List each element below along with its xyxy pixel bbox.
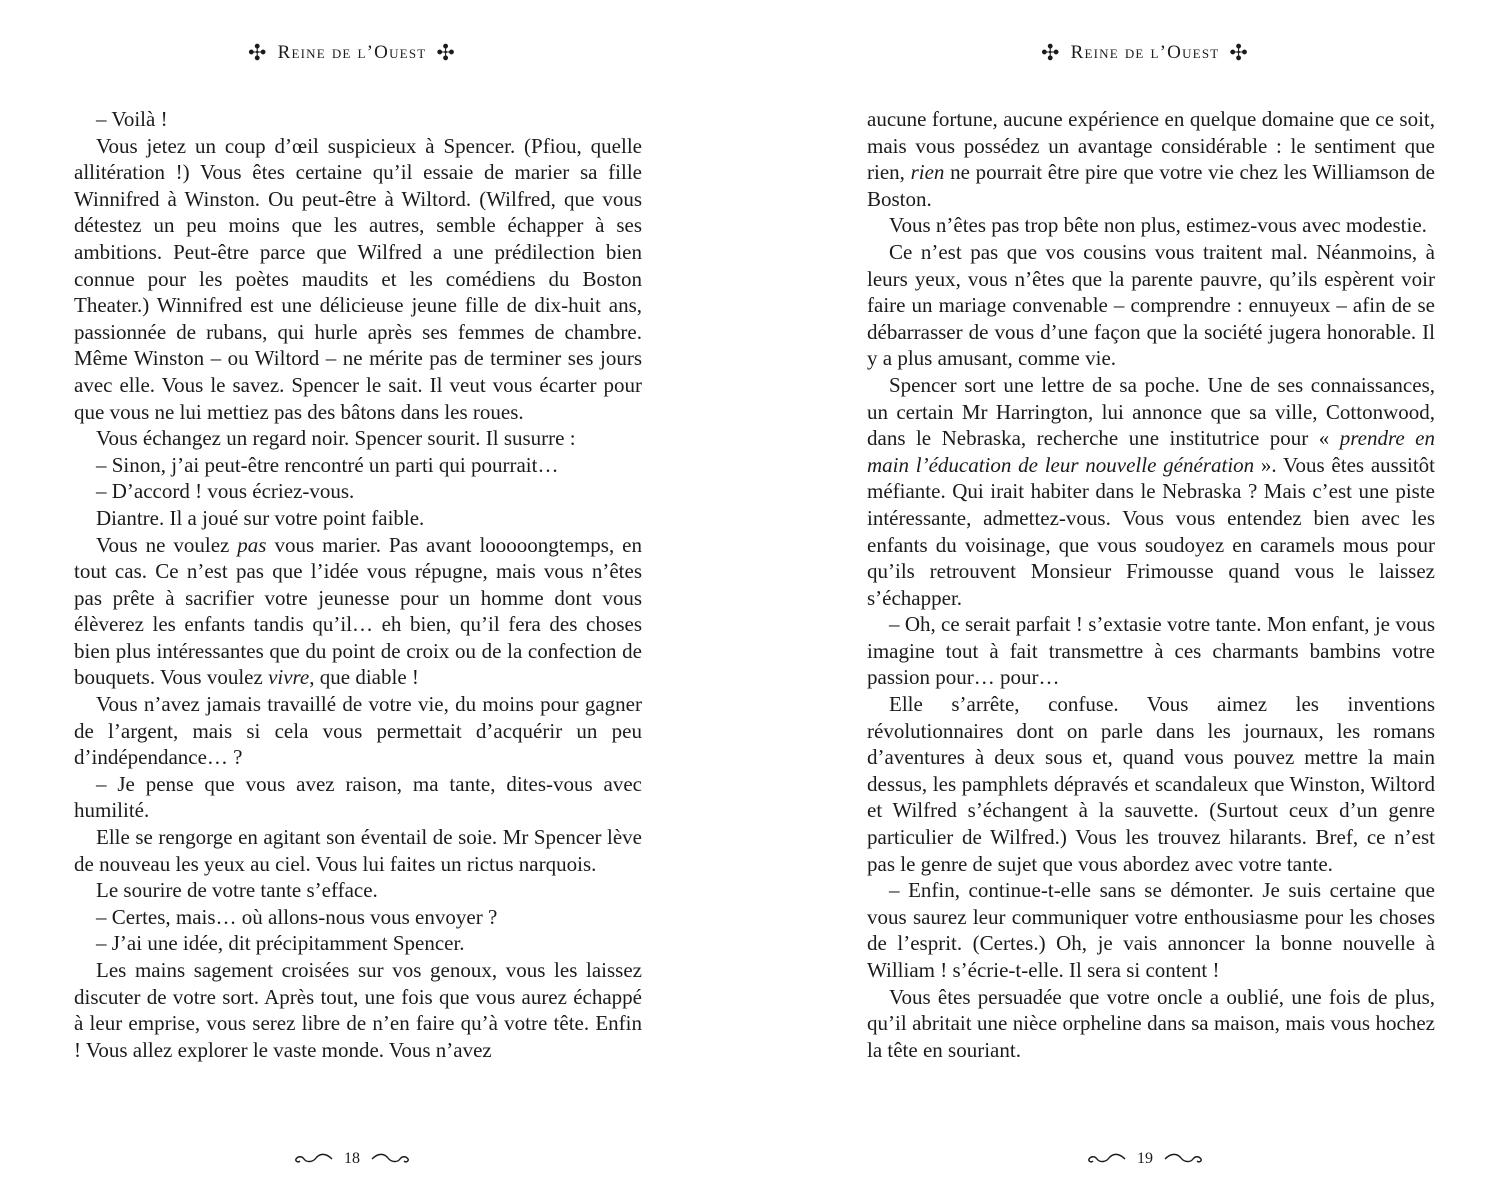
paragraph: Vous êtes persuadée que votre oncle a oublié, une fois de plus, qu’il abritait une nièce orpheline dans sa maison, mais vous hochez la tête en souriant. [867,984,1435,1062]
paragraph: Spencer sort une lettre de sa poche. Une de ses connaissances, un certain Mr Harrington, lui annonce que sa ville, Cottonwood, dans le Nebraska, recherche une institutrice pour « prendre en main l’éducation de leur nouvelle génération ». Vous êtes aussitôt méfiante. Qui irait habiter dans le Nebraska ? Mais c’est une piste intéressante, admettez-vous. Vous vous entendez bien avec les enfants du voisinage, que vous soudoyez en caramels mous pour qu’ils retrouvent Monsieur Frimousse quand vous le laissez s’échapper. [867,372,1435,610]
page-number: 19 [1137,1150,1153,1167]
paragraph: – D’accord ! vous écriez-vous. [96,479,355,504]
paragraph: – Je pense que vous avez raison, ma tante, dites-vous avec humilité. [74,771,642,823]
paragraph: Vous n’êtes pas trop bête non plus, estimez-vous avec modestie. [889,213,1427,238]
fleuron-icon: ✣ [1040,40,1061,65]
fleuron-icon: ✣ [436,40,457,65]
paragraph: – Sinon, j’ai peut-être rencontré un parti qui pourrait… [96,452,559,477]
paragraph: Vous n’avez jamais travaillé de votre vie, du moins pour gagner de l’argent, mais si cela vous permettait d’acquérir un peu d’indépendance… ? [74,692,642,770]
paragraph: – Enfin, continue-t-elle sans se démonter. Je suis certaine que vous saurez leur communiquer votre enthousiasme pour les choses de l’esprit. (Certes.) Oh, je vais annoncer la bonne nouvelle à William ! s’écrie-t-elle. Il sera si content ! [867,878,1435,982]
page-number: 18 [344,1150,360,1167]
fleuron-icon: ✣ [247,40,268,65]
paragraph: Le sourire de votre tante s’efface. [96,878,378,903]
paragraph: Vous ne voulez pas vous marier. Pas avant looooongtemps, en tout cas. Ce n’est pas que l’idée vous répugne, mais vous n’êtes pas prête à sacrifier votre jeunesse pour un homme dont vous élèverez les enfants tandis qu’il… eh bien, qu’il fera des choses bien plus intéressantes que du point de croix ou de la confection de bouquets. Vous voulez vivre, que diable ! [74,532,642,690]
paragraph: Vous échangez un regard noir. Spencer sourit. Il susurre : [96,426,576,451]
body-text [867,106,1435,1063]
body-text [74,106,642,1063]
running-header [845,42,1445,64]
running-title: Reine de l’Ouest [277,42,427,63]
page-footer [52,1150,652,1168]
paragraph: Ce n’est pas que vos cousins vous traitent mal. Néanmoins, à leurs yeux, vous n’êtes que la parente pauvre, qu’ils espèrent voir faire un mariage convenable – comprendre : ennuyeux – afin de se débarrasser de vous d’une façon que la société jugera honorable. Il y a plus amusant, comme vie. [867,239,1435,371]
paragraph: Vous jetez un coup d’œil suspicieux à Spencer. (Pfiou, quelle allitération !) Vous êtes certaine qu’il essaie de marier sa fille Winnifred à Winston. Ou peut-être à Wiltord. (Wilfred, que vous détestez un peu moins que les autres, semble échapper à ses ambitions. Peut-être parce que Wilfred a une prédilection bien connue pour les poètes maudits et les comédiens du Boston Theater.) Winnifred est une délicieuse jeune fille de dix-huit ans, passionnée de rubans, qui hurle après ses femmes de chambre. Même Winston – ou Wiltord – ne mérite pas de terminer ses jours avec elle. Vous le savez. Spencer le sait. Il veut vous écarter pour que vous ne lui mettiez pas des bâtons dans les roues. [74,133,642,424]
paragraph: – Voilà ! [96,107,168,131]
swirl-icon [370,1152,412,1166]
paragraph: Diantre. Il a joué sur votre point faible. [96,505,425,530]
fleuron-icon: ✣ [1229,40,1250,65]
paragraph: – Oh, ce serait parfait ! s’extasie votre tante. Mon enfant, je vous imagine tout à fait transmettre à ces charmants bambins votre passion pour… pour… [867,612,1435,690]
swirl-icon [1163,1152,1205,1166]
swirl-icon [292,1152,334,1166]
running-header [52,42,652,64]
page-footer [845,1150,1445,1168]
right-page [845,0,1445,1200]
paragraph: aucune fortune, aucune expérience en quelque domaine que ce soit, mais vous possédez un avantage considérable : le sentiment que rien, rien ne pourrait être pire que votre vie chez les Williamson de Boston. [867,107,1435,211]
paragraph: Elle se rengorge en agitant son éventail de soie. Mr Spencer lève de nouveau les yeux au ciel. Vous lui faites un rictus narquois. [74,825,642,876]
paragraph: – Certes, mais… où allons-nous vous envoyer ? [96,904,498,929]
paragraph: Les mains sagement croisées sur vos genoux, vous les laissez discuter de votre sort. Après tout, une fois que vous aurez échappé à leur emprise, vous serez libre de n’en faire qu’à votre tête. Enfin ! Vous allez explorer le vaste monde. Vous n’avez [74,958,642,1062]
swirl-icon [1085,1152,1127,1166]
paragraph: Elle s’arrête, confuse. Vous aimez les inventions révolutionnaires dont on parle dans les journaux, les romans d’aventures à deux sous et, quand vous pouvez mettre la main dessus, les pamphlets dépravés et scandaleux que Winston, Wiltord et Wilfred s’échangent à la sauvette. (Surtout ceux d’un genre particulier de Wilfred.) Vous les trouvez hilarants. Bref, ce n’est pas le genre de sujet que vous abordez avec votre tante. [867,692,1435,876]
paragraph: – J’ai une idée, dit précipitamment Spencer. [96,931,465,956]
left-page [52,0,652,1200]
running-title: Reine de l’Ouest [1070,42,1220,63]
